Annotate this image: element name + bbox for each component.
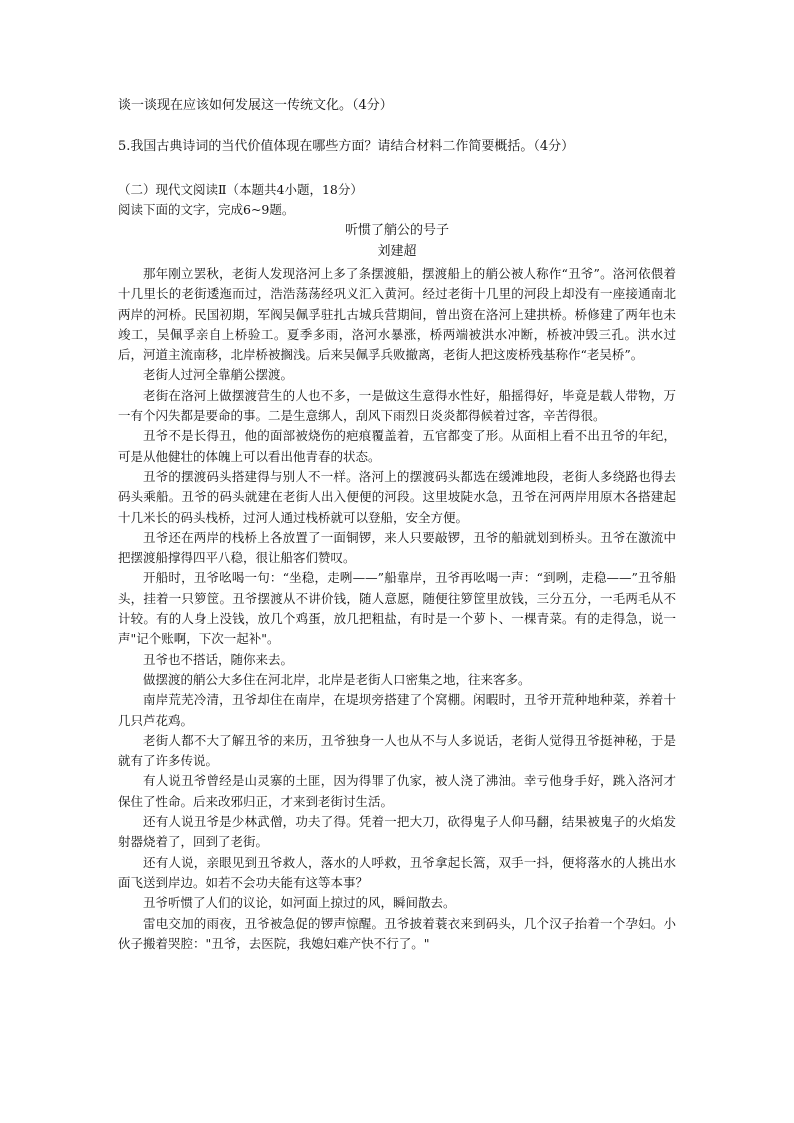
- paragraph: 还有人说，亲眼见到丑爷救人，落水的人呼救，丑爷拿起长篙，双手一抖，便将落水的人挑出水面飞送到岸边。如若不会功夫能有这等本事？: [118, 854, 676, 890]
- paragraph: 有人说丑爷曾经是山灵寨的土匪，因为得罪了仇家，被人浇了沸油。幸亏他身手好，跳入洛河才保住了性命。后来改邪归正，才来到老街讨生活。: [118, 773, 676, 809]
- question-4-tail: 谈一谈现在应该如何发展这一传统文化。（4分）: [118, 98, 393, 113]
- question-5: 5.我国古典诗词的当代价值体现在哪些方面？请结合材料二作简要概括。（4分）: [118, 139, 575, 154]
- paragraph: 丑爷还在两岸的栈桥上各放置了一面铜锣，来人只要敲锣，丑爷的船就划到桥头。丑爷在激流中把摆渡船撑得四平八稳，很让船客们赞叹。: [118, 529, 676, 566]
- paragraph: 丑爷的摆渡码头搭建得与别人不一样。洛河上的摆渡码头都选在缓滩地段，老街人多绕路也得去码头乘船。丑爷的码头就建在老街人出入便便的河段。这里坡陡水急，丑爷在河两岸用原木各搭建起十几米长的码头栈桥，过河人通过栈桥就可以登船，安全方便。: [118, 468, 676, 525]
- paragraph: 丑爷听惯了人们的议论，如河面上掠过的风，瞬间散去。: [143, 895, 456, 911]
- paragraph: 还有人说丑爷是少林武僧，功夫了得。凭着一把大刀，砍得鬼子人仰马翻，结果被鬼子的火焰发射器烧着了，回到了老街。: [118, 814, 676, 850]
- paragraph: 开船时，丑爷吆喝一句：“坐稳，走咧——”船靠岸，丑爷再吆喝一声：“到咧，走稳——”丑爷船头，挂着一只箩筐。丑爷摆渡从不讲价钱，随人意愿，随便往箩筐里放钱，三分五分，一毛两毛从不计较。有的人身上没钱，放几个鸡蛋，放几把粗盐，有时是一个萝卜、一棵青菜。有的走得急，说一声"记个账啊，下次一起补"。: [118, 570, 676, 647]
- section-heading: （二）现代文阅读Ⅱ（本题共4小题，18分）: [118, 182, 363, 197]
- paragraph: 那年刚立罢秋，老街人发现洛河上多了条摆渡船，摆渡船上的艄公被人称作“丑爷”。洛河依偎着十几里长的老街逶迤而过，浩浩荡荡经巩义汇入黄河。经过老街十几里的河段上却没有一座接通南北两岸的河桥。民国初期，军阀吴佩孚驻扎古城兵营期间，曾出资在洛河上建拱桥。桥修建了两年也未竣工，吴佩孚亲自上桥验工。夏季多雨，洛河水暴涨，桥两端被洪水冲断，桥被冲毁三孔。洪水过后，河道主流南移，北岸桥被搁浅。后来吴佩孚兵败撤离，老街人把这废桥残基称作“老吴桥”。: [118, 266, 676, 363]
- paragraph: 丑爷也不搭话，随你来去。: [143, 651, 294, 667]
- paragraph: 老街人过河全靠艄公摆渡。: [143, 367, 294, 383]
- paragraph: 老街在洛河上做摆渡营生的人也不多，一是做这生意得水性好，船摇得好，毕竟是载人带物，万一有个闪失都是要命的事。二是生意绑人，刮风下雨烈日炎炎都得候着过客，辛苦得很。: [118, 387, 676, 424]
- paragraph: 丑爷不是长得丑，他的面部被烧伤的疤痕覆盖着，五官都变了形。从面相上看不出丑爷的年纪，可是从他健壮的体魄上可以看出他青春的状态。: [118, 428, 676, 464]
- section-instruction: 阅读下面的文字，完成6~9题。: [118, 202, 295, 217]
- paragraph: 做摆渡的艄公大多住在河北岸，北岸是老街人口密集之地，往来客多。: [143, 671, 531, 687]
- article-author: 刘建超: [377, 244, 417, 259]
- article-title: 听惯了艄公的号子: [344, 223, 449, 238]
- article-body: [118, 264, 676, 954]
- paragraph: 南岸荒芜冷清，丑爷却住在南岸，在堤坝旁搭建了个窝棚。闲暇时，丑爷开荒种地种菜，养着十几只芦花鸡。: [118, 692, 676, 728]
- paragraph: 老街人都不大了解丑爷的来历，丑爷独身一人也从不与人多说话，老街人觉得丑爷挺神秘，于是就有了许多传说。: [118, 732, 676, 769]
- paragraph: 雷电交加的雨夜，丑爷被急促的锣声惊醒。丑爷披着蓑衣来到码头，几个汉子抬着一个孕妇。小伙子搬着哭腔："丑爷，去医院，我媳妇难产快不行了。": [118, 915, 676, 951]
